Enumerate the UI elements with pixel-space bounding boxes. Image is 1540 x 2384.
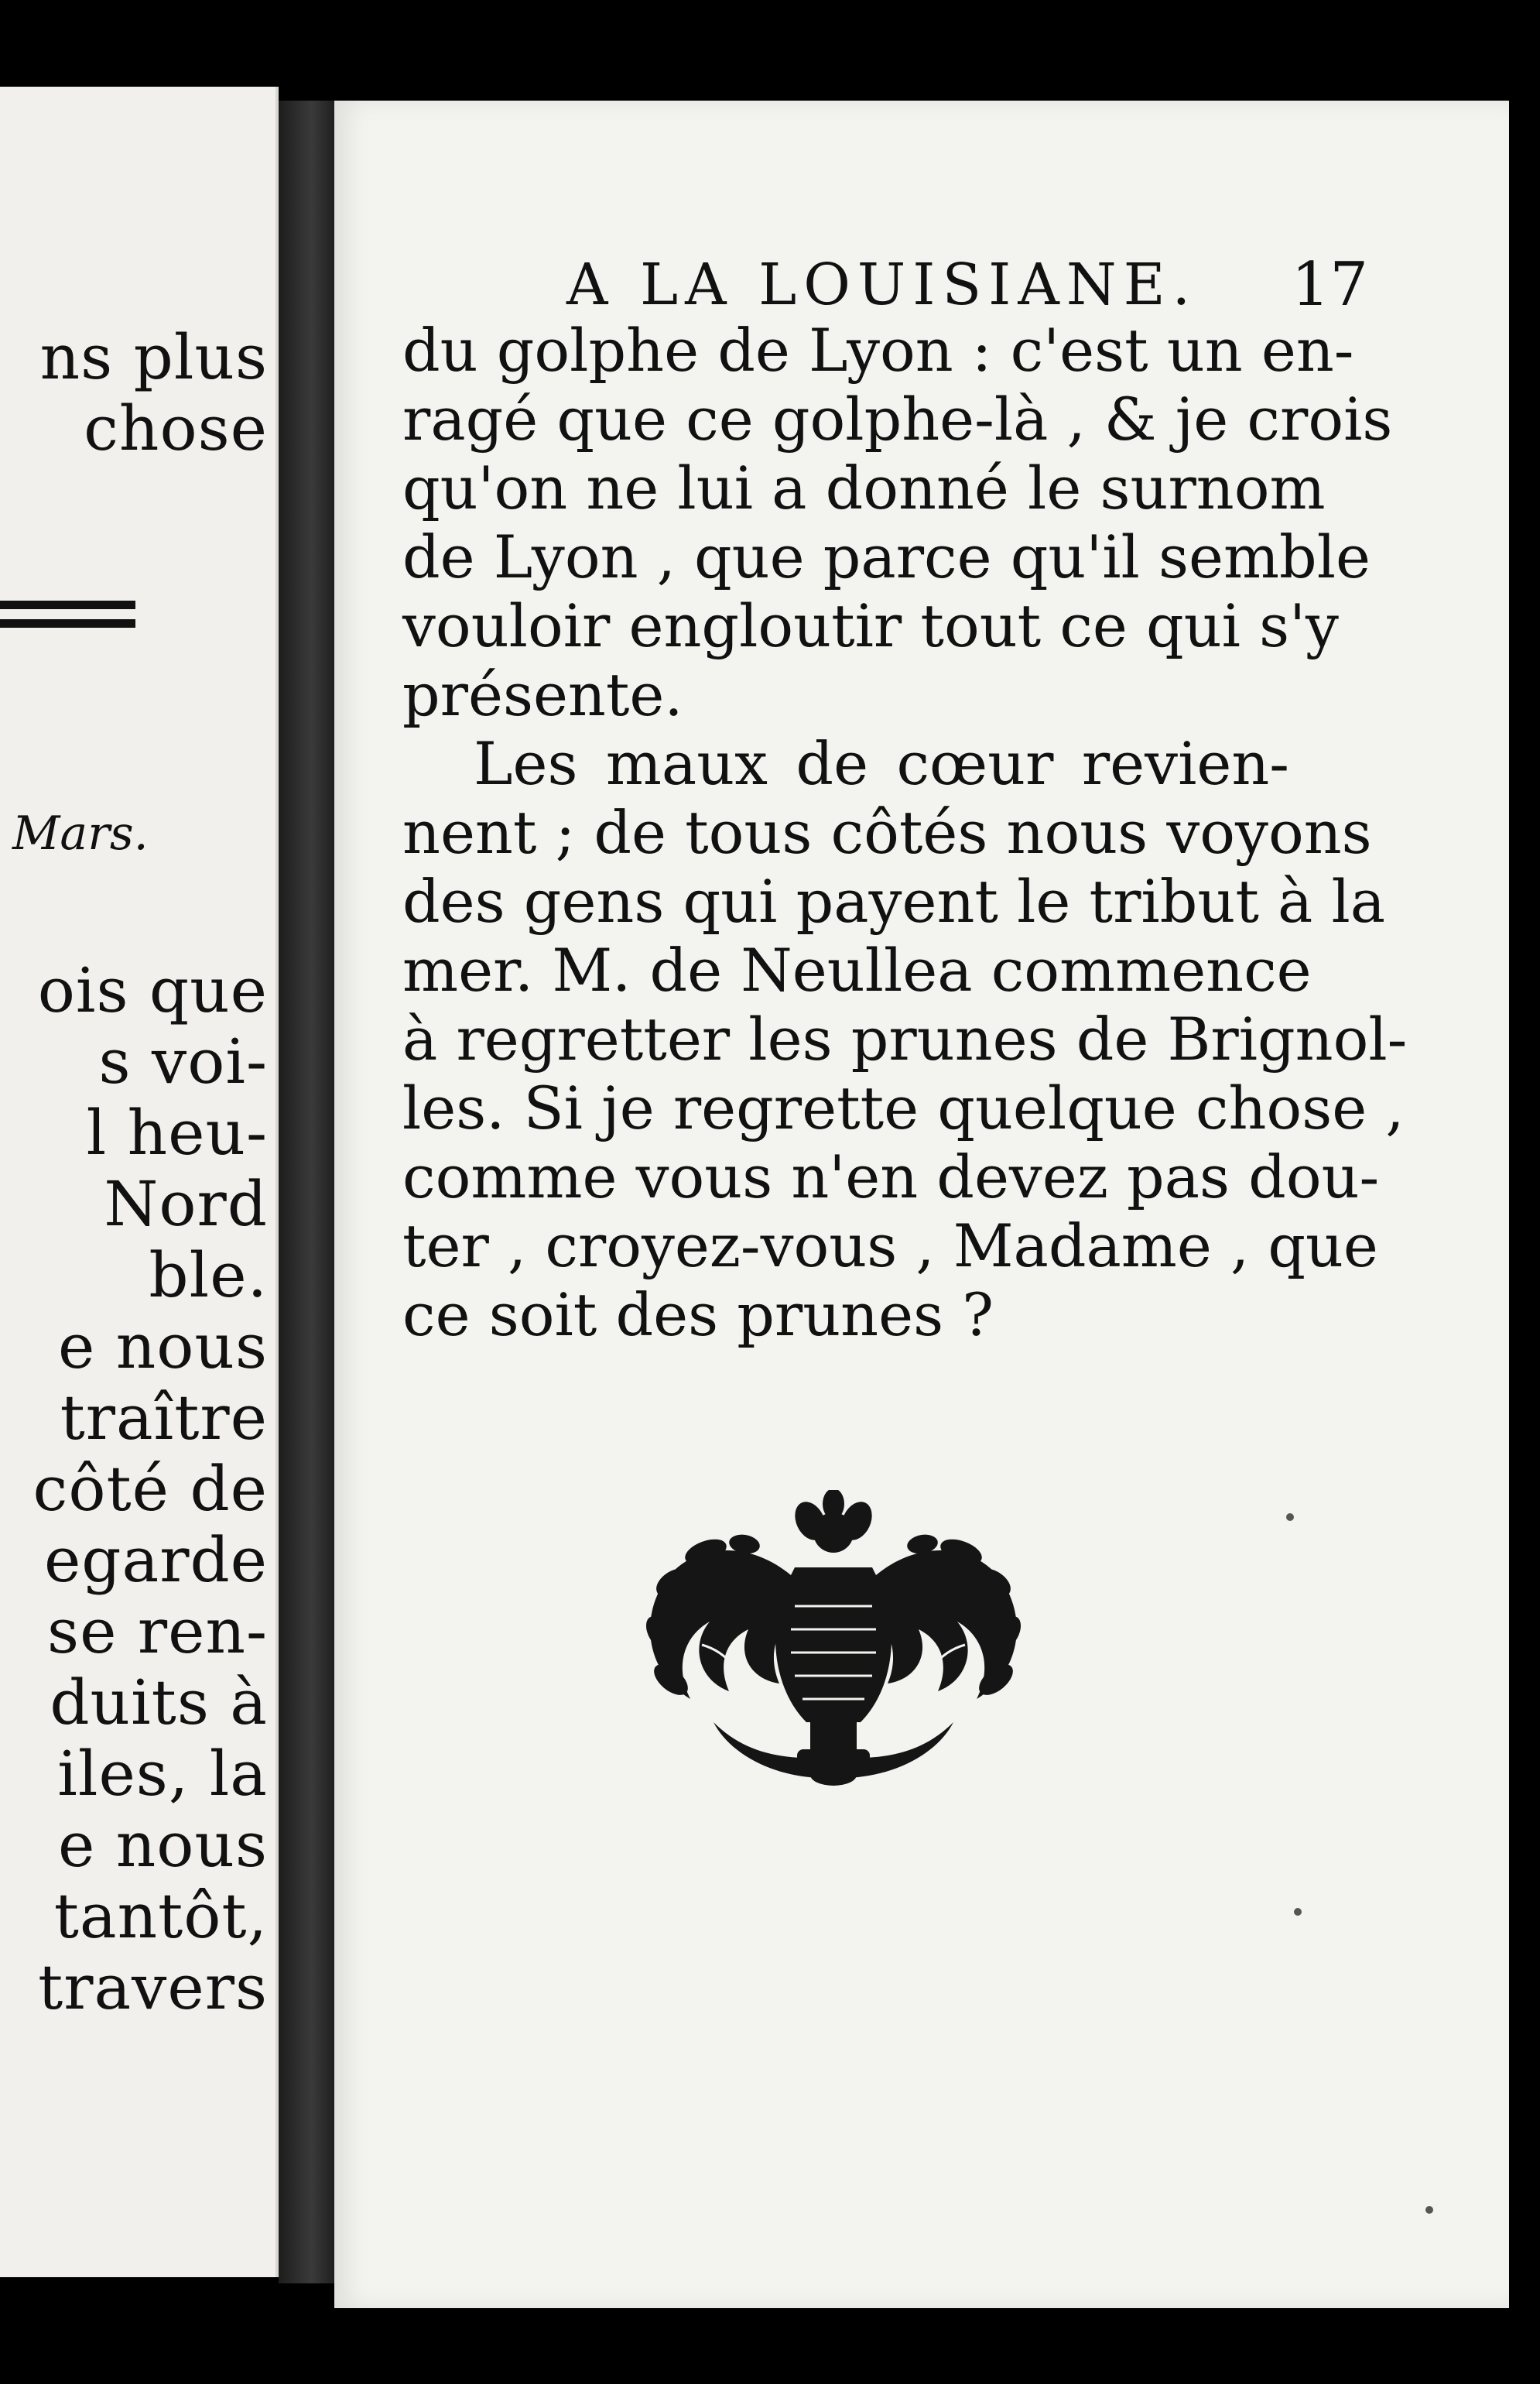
body-text [402, 316, 1408, 1349]
speck [1425, 2206, 1433, 2214]
text-line: de Lyon , que parce qu'il semble [402, 522, 1371, 591]
speck [1294, 1908, 1302, 1916]
text-line: les. Si je regrette quelque chose , [402, 1074, 1405, 1142]
left-page-line: iles, la [57, 1738, 268, 1810]
text-line: qu'on ne lui a donné le surnom [402, 454, 1326, 522]
text-line: du golphe de Lyon : c'est un en- [402, 316, 1354, 385]
left-page-date-marker: Mars. [12, 807, 149, 861]
left-page-line: egarde [43, 1524, 268, 1596]
page-number: 17 [1291, 250, 1368, 320]
book-gutter [279, 101, 339, 2283]
text-line: ter , croyez-vous , Madame , que [402, 1211, 1378, 1280]
text-line: à regretter les prunes de Brignol- [402, 1005, 1408, 1074]
left-page-line: se ren- [47, 1595, 268, 1667]
left-page-line: chose [84, 392, 268, 464]
left-page-line: s voi- [98, 1026, 268, 1098]
text-line: ragé que ce golphe-là , & je crois [402, 385, 1393, 454]
text-line: nent ; de tous côtés nous voyons [402, 798, 1372, 867]
left-page-line: ble. [149, 1239, 268, 1311]
left-page-line: tantôt, [53, 1880, 268, 1952]
text-line: mer. M. de Neullea commence [402, 936, 1312, 1005]
speck [1286, 1513, 1294, 1521]
text-line: ce soit des prunes ? [402, 1280, 994, 1349]
text-line: vouloir engloutir tout ce qui s'y [402, 591, 1339, 660]
left-page-line: e nous [57, 1809, 268, 1881]
right-page [334, 101, 1509, 2308]
text-line: présente. [402, 660, 683, 729]
double-rule-top [0, 601, 135, 609]
left-page-line: traître [60, 1382, 268, 1454]
double-rule-bottom [0, 619, 135, 628]
urn-ornament-icon [628, 1490, 1039, 1815]
text-line: des gens qui payent le tribut à la [402, 867, 1386, 936]
left-page-line: Nord [104, 1168, 268, 1240]
left-page-line: l heu- [86, 1097, 268, 1169]
left-page-line: travers [38, 1951, 268, 2023]
left-page-line: ns plus [39, 321, 268, 393]
running-head [566, 248, 1511, 320]
running-title: A LA LOUISIANE. [566, 252, 1198, 318]
left-facing-page [0, 87, 279, 2277]
left-page-line: ois que [37, 954, 268, 1026]
text-line: comme vous n'en devez pas dou- [402, 1142, 1380, 1211]
text-line: Les maux de cœur revien- [474, 729, 1289, 798]
left-page-line: côté de [33, 1453, 268, 1525]
left-page-line: duits à [50, 1666, 268, 1738]
left-page-line: e nous [57, 1310, 268, 1382]
